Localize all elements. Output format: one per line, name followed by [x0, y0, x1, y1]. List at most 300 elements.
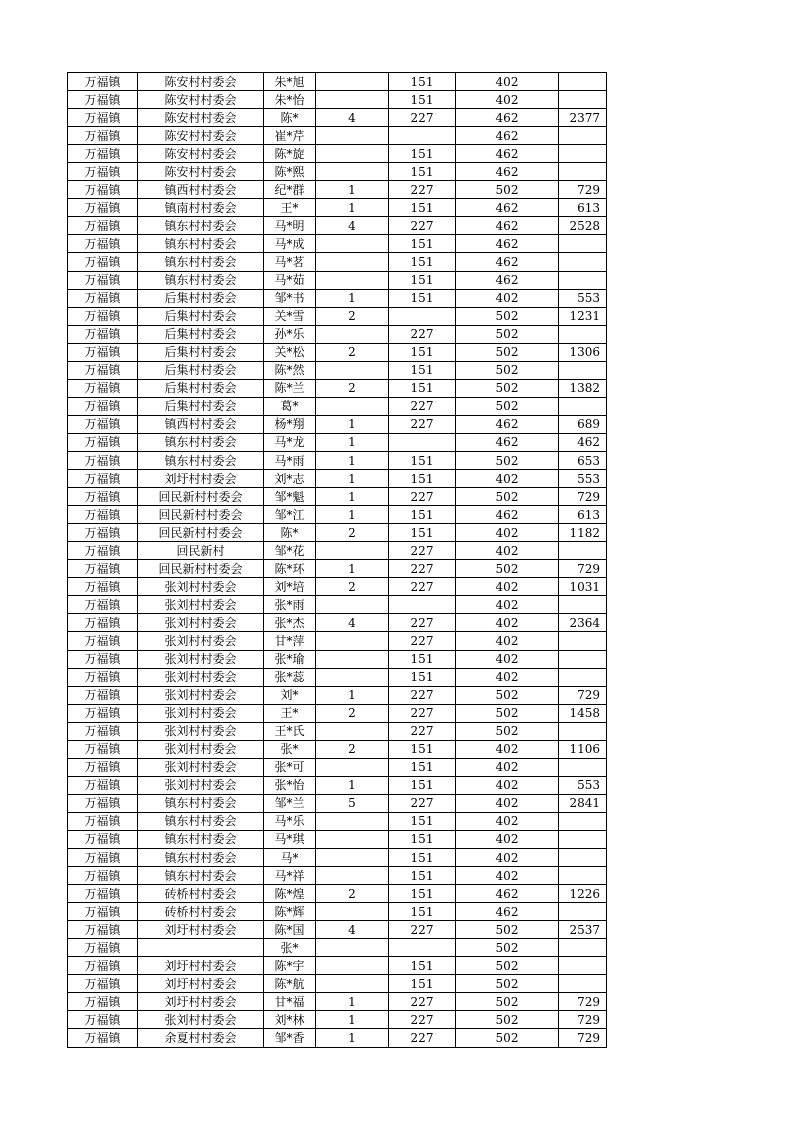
count-cell [316, 73, 389, 91]
name-cell: 马*茗 [264, 253, 316, 271]
amount-b-cell: 402 [456, 849, 559, 867]
count-cell: 1 [316, 451, 389, 469]
amount-b-cell: 502 [456, 939, 559, 957]
amount-b-cell: 462 [456, 415, 559, 433]
name-cell: 张* [264, 740, 316, 758]
name-cell: 陈* [264, 524, 316, 542]
amount-a-cell: 151 [389, 343, 456, 361]
amount-a-cell: 151 [389, 650, 456, 668]
amount-b-cell: 502 [456, 307, 559, 325]
amount-a-cell: 151 [389, 163, 456, 181]
amount-b-cell: 462 [456, 433, 559, 451]
count-cell [316, 271, 389, 289]
count-cell [316, 939, 389, 957]
count-cell: 1 [316, 560, 389, 578]
name-cell: 陈*然 [264, 361, 316, 379]
town-cell: 万福镇 [68, 488, 138, 506]
count-cell: 4 [316, 217, 389, 235]
town-cell: 万福镇 [68, 343, 138, 361]
amount-a-cell: 227 [389, 217, 456, 235]
village-committee-cell: 砖桥村村委会 [138, 885, 264, 903]
amount-b-cell: 502 [456, 975, 559, 993]
count-cell: 4 [316, 109, 389, 127]
count-cell [316, 722, 389, 740]
table-row [68, 127, 607, 145]
count-cell: 1 [316, 415, 389, 433]
count-cell [316, 758, 389, 776]
name-cell: 陈*辉 [264, 903, 316, 921]
village-committee-cell: 陈安村村委会 [138, 91, 264, 109]
amount-a-cell: 227 [389, 181, 456, 199]
table-row [68, 849, 607, 867]
name-cell: 马*琪 [264, 830, 316, 848]
town-cell: 万福镇 [68, 163, 138, 181]
village-committee-cell: 陈安村村委会 [138, 163, 264, 181]
amount-b-cell: 402 [456, 596, 559, 614]
count-cell [316, 235, 389, 253]
total-cell: 2841 [559, 794, 607, 812]
amount-a-cell: 151 [389, 867, 456, 885]
count-cell: 1 [316, 199, 389, 217]
count-cell [316, 253, 389, 271]
name-cell: 杨*翔 [264, 415, 316, 433]
name-cell: 王* [264, 704, 316, 722]
town-cell: 万福镇 [68, 379, 138, 397]
village-committee-cell: 后集村村委会 [138, 325, 264, 343]
village-committee-cell: 镇东村村委会 [138, 794, 264, 812]
name-cell: 刘*志 [264, 470, 316, 488]
town-cell: 万福镇 [68, 596, 138, 614]
town-cell: 万福镇 [68, 361, 138, 379]
amount-b-cell: 462 [456, 163, 559, 181]
amount-b-cell: 402 [456, 830, 559, 848]
count-cell: 2 [316, 307, 389, 325]
name-cell: 关*松 [264, 343, 316, 361]
name-cell: 邹*兰 [264, 794, 316, 812]
name-cell: 马*龙 [264, 433, 316, 451]
amount-b-cell: 402 [456, 289, 559, 307]
amount-a-cell: 151 [389, 776, 456, 794]
amount-a-cell: 151 [389, 830, 456, 848]
count-cell: 1 [316, 776, 389, 794]
table-row [68, 975, 607, 993]
total-cell: 2364 [559, 614, 607, 632]
count-cell: 4 [316, 921, 389, 939]
town-cell: 万福镇 [68, 939, 138, 957]
town-cell: 万福镇 [68, 397, 138, 415]
table-row [68, 524, 607, 542]
amount-a-cell: 227 [389, 704, 456, 722]
amount-a-cell: 151 [389, 975, 456, 993]
amount-b-cell: 502 [456, 451, 559, 469]
amount-a-cell [389, 596, 456, 614]
amount-a-cell: 227 [389, 1011, 456, 1029]
village-committee-cell: 后集村村委会 [138, 343, 264, 361]
village-committee-cell: 刘圩村村委会 [138, 921, 264, 939]
name-cell: 崔*芹 [264, 127, 316, 145]
amount-b-cell: 402 [456, 632, 559, 650]
count-cell: 2 [316, 704, 389, 722]
amount-a-cell: 151 [389, 145, 456, 163]
total-cell: 553 [559, 470, 607, 488]
amount-b-cell: 402 [456, 867, 559, 885]
amount-a-cell [389, 307, 456, 325]
town-cell: 万福镇 [68, 704, 138, 722]
total-cell: 729 [559, 560, 607, 578]
name-cell: 马*成 [264, 235, 316, 253]
total-cell: 1031 [559, 578, 607, 596]
amount-a-cell: 227 [389, 397, 456, 415]
total-cell: 2537 [559, 921, 607, 939]
town-cell: 万福镇 [68, 758, 138, 776]
village-committee-cell: 镇东村村委会 [138, 451, 264, 469]
total-cell [559, 163, 607, 181]
count-cell: 1 [316, 506, 389, 524]
table-row [68, 181, 607, 199]
amount-b-cell: 402 [456, 614, 559, 632]
table-row [68, 73, 607, 91]
town-cell: 万福镇 [68, 524, 138, 542]
name-cell: 甘*福 [264, 993, 316, 1011]
town-cell: 万福镇 [68, 921, 138, 939]
table-row [68, 939, 607, 957]
count-cell [316, 127, 389, 145]
amount-b-cell: 462 [456, 271, 559, 289]
village-committee-cell: 张刘村村委会 [138, 650, 264, 668]
name-cell: 陈*旋 [264, 145, 316, 163]
table-row [68, 343, 607, 361]
amount-a-cell: 227 [389, 614, 456, 632]
town-cell: 万福镇 [68, 325, 138, 343]
amount-a-cell: 151 [389, 199, 456, 217]
town-cell: 万福镇 [68, 885, 138, 903]
count-cell: 1 [316, 181, 389, 199]
name-cell: 陈*兰 [264, 379, 316, 397]
village-committee-cell: 刘圩村村委会 [138, 957, 264, 975]
town-cell: 万福镇 [68, 632, 138, 650]
amount-a-cell: 151 [389, 812, 456, 830]
count-cell: 2 [316, 379, 389, 397]
amount-b-cell: 462 [456, 235, 559, 253]
count-cell: 5 [316, 794, 389, 812]
total-cell [559, 812, 607, 830]
town-cell: 万福镇 [68, 542, 138, 560]
amount-a-cell: 227 [389, 542, 456, 560]
town-cell: 万福镇 [68, 181, 138, 199]
count-cell: 1 [316, 433, 389, 451]
town-cell: 万福镇 [68, 217, 138, 235]
town-cell: 万福镇 [68, 433, 138, 451]
total-cell: 1106 [559, 740, 607, 758]
town-cell: 万福镇 [68, 812, 138, 830]
village-committee-cell: 张刘村村委会 [138, 614, 264, 632]
village-committee-cell: 镇东村村委会 [138, 253, 264, 271]
count-cell: 2 [316, 885, 389, 903]
name-cell: 马*茹 [264, 271, 316, 289]
amount-a-cell: 227 [389, 488, 456, 506]
amount-b-cell: 502 [456, 397, 559, 415]
name-cell: 马*明 [264, 217, 316, 235]
count-cell [316, 145, 389, 163]
table-row [68, 758, 607, 776]
total-cell: 729 [559, 1029, 607, 1047]
count-cell [316, 650, 389, 668]
village-committee-cell: 镇东村村委会 [138, 433, 264, 451]
total-cell: 1226 [559, 885, 607, 903]
total-cell [559, 325, 607, 343]
table-row [68, 451, 607, 469]
village-committee-cell: 张刘村村委会 [138, 632, 264, 650]
name-cell: 朱*旭 [264, 73, 316, 91]
total-cell: 729 [559, 686, 607, 704]
count-cell [316, 668, 389, 686]
name-cell: 刘*培 [264, 578, 316, 596]
name-cell: 邹*香 [264, 1029, 316, 1047]
village-committee-cell: 镇西村村委会 [138, 415, 264, 433]
name-cell: 邹*书 [264, 289, 316, 307]
village-committee-cell: 张刘村村委会 [138, 596, 264, 614]
amount-b-cell: 402 [456, 73, 559, 91]
amount-b-cell: 462 [456, 885, 559, 903]
table-row [68, 957, 607, 975]
village-committee-cell: 回民新村村委会 [138, 506, 264, 524]
amount-a-cell: 151 [389, 885, 456, 903]
count-cell: 1 [316, 1011, 389, 1029]
total-cell [559, 73, 607, 91]
amount-b-cell: 462 [456, 253, 559, 271]
table-row [68, 867, 607, 885]
count-cell [316, 957, 389, 975]
table-row [68, 686, 607, 704]
town-cell: 万福镇 [68, 253, 138, 271]
total-cell: 729 [559, 181, 607, 199]
amount-a-cell: 151 [389, 379, 456, 397]
amount-a-cell: 227 [389, 722, 456, 740]
name-cell: 纪*群 [264, 181, 316, 199]
table-row [68, 578, 607, 596]
town-cell: 万福镇 [68, 415, 138, 433]
village-committee-cell: 张刘村村委会 [138, 740, 264, 758]
amount-b-cell: 502 [456, 722, 559, 740]
town-cell: 万福镇 [68, 614, 138, 632]
name-cell: 刘*林 [264, 1011, 316, 1029]
table-row [68, 921, 607, 939]
village-committee-cell: 后集村村委会 [138, 379, 264, 397]
table-row [68, 1029, 607, 1047]
amount-b-cell: 502 [456, 343, 559, 361]
table-row [68, 596, 607, 614]
village-committee-cell: 张刘村村委会 [138, 668, 264, 686]
table-row [68, 903, 607, 921]
amount-a-cell: 227 [389, 325, 456, 343]
amount-a-cell: 227 [389, 560, 456, 578]
count-cell: 2 [316, 343, 389, 361]
amount-b-cell: 502 [456, 325, 559, 343]
town-cell: 万福镇 [68, 686, 138, 704]
village-committee-cell: 陈安村村委会 [138, 145, 264, 163]
amount-a-cell: 151 [389, 758, 456, 776]
table-row [68, 217, 607, 235]
village-committee-cell [138, 939, 264, 957]
amount-b-cell: 402 [456, 668, 559, 686]
table-row [68, 1011, 607, 1029]
table-row [68, 91, 607, 109]
town-cell: 万福镇 [68, 957, 138, 975]
village-committee-cell: 刘圩村村委会 [138, 975, 264, 993]
town-cell: 万福镇 [68, 271, 138, 289]
amount-b-cell: 462 [456, 506, 559, 524]
amount-b-cell: 502 [456, 1029, 559, 1047]
total-cell: 689 [559, 415, 607, 433]
amount-b-cell: 502 [456, 181, 559, 199]
table-row [68, 397, 607, 415]
village-committee-cell: 后集村村委会 [138, 289, 264, 307]
total-cell [559, 903, 607, 921]
village-committee-cell: 镇东村村委会 [138, 812, 264, 830]
village-committee-cell: 刘圩村村委会 [138, 993, 264, 1011]
table-row [68, 830, 607, 848]
amount-b-cell: 402 [456, 578, 559, 596]
name-cell: 张*蕊 [264, 668, 316, 686]
name-cell: 张* [264, 939, 316, 957]
count-cell: 1 [316, 470, 389, 488]
town-cell: 万福镇 [68, 307, 138, 325]
amount-a-cell: 151 [389, 91, 456, 109]
town-cell: 万福镇 [68, 199, 138, 217]
amount-a-cell: 151 [389, 506, 456, 524]
village-committee-cell: 镇东村村委会 [138, 217, 264, 235]
amount-b-cell: 402 [456, 758, 559, 776]
amount-a-cell: 227 [389, 578, 456, 596]
total-cell [559, 849, 607, 867]
village-committee-cell: 镇东村村委会 [138, 235, 264, 253]
amount-b-cell: 402 [456, 650, 559, 668]
name-cell: 马*乐 [264, 812, 316, 830]
amount-b-cell: 502 [456, 993, 559, 1011]
village-committee-cell: 镇西村村委会 [138, 181, 264, 199]
total-cell [559, 91, 607, 109]
amount-a-cell: 151 [389, 451, 456, 469]
town-cell: 万福镇 [68, 451, 138, 469]
town-cell: 万福镇 [68, 867, 138, 885]
table-row [68, 271, 607, 289]
amount-a-cell: 151 [389, 361, 456, 379]
total-cell: 1306 [559, 343, 607, 361]
total-cell [559, 542, 607, 560]
total-cell [559, 235, 607, 253]
village-committee-cell: 后集村村委会 [138, 397, 264, 415]
total-cell [559, 957, 607, 975]
total-cell [559, 632, 607, 650]
village-committee-cell: 张刘村村委会 [138, 758, 264, 776]
total-cell [559, 830, 607, 848]
total-cell: 729 [559, 1011, 607, 1029]
village-committee-cell: 镇南村村委会 [138, 199, 264, 217]
town-cell: 万福镇 [68, 794, 138, 812]
amount-a-cell: 227 [389, 1029, 456, 1047]
amount-b-cell: 462 [456, 217, 559, 235]
count-cell [316, 163, 389, 181]
village-committee-cell: 镇东村村委会 [138, 271, 264, 289]
town-cell: 万福镇 [68, 650, 138, 668]
total-cell [559, 722, 607, 740]
table-row [68, 632, 607, 650]
amount-b-cell: 402 [456, 524, 559, 542]
count-cell [316, 849, 389, 867]
village-committee-cell: 回民新村村委会 [138, 524, 264, 542]
village-committee-cell: 刘圩村村委会 [138, 470, 264, 488]
total-cell [559, 361, 607, 379]
name-cell: 张*瑜 [264, 650, 316, 668]
village-committee-cell: 余夏村村委会 [138, 1029, 264, 1047]
town-cell: 万福镇 [68, 127, 138, 145]
count-cell: 2 [316, 524, 389, 542]
village-committee-cell: 镇东村村委会 [138, 830, 264, 848]
town-cell: 万福镇 [68, 506, 138, 524]
town-cell: 万福镇 [68, 91, 138, 109]
table-row [68, 379, 607, 397]
name-cell: 张*怡 [264, 776, 316, 794]
total-cell [559, 271, 607, 289]
table-row [68, 885, 607, 903]
town-cell: 万福镇 [68, 560, 138, 578]
table-row [68, 235, 607, 253]
village-committee-cell: 后集村村委会 [138, 307, 264, 325]
total-cell [559, 867, 607, 885]
total-cell: 2377 [559, 109, 607, 127]
total-cell: 613 [559, 506, 607, 524]
town-cell: 万福镇 [68, 578, 138, 596]
name-cell: 葛* [264, 397, 316, 415]
town-cell: 万福镇 [68, 109, 138, 127]
town-cell: 万福镇 [68, 722, 138, 740]
count-cell [316, 812, 389, 830]
town-cell: 万福镇 [68, 145, 138, 163]
amount-a-cell: 151 [389, 524, 456, 542]
village-committee-cell: 张刘村村委会 [138, 686, 264, 704]
name-cell: 陈*航 [264, 975, 316, 993]
table-row [68, 740, 607, 758]
name-cell: 陈*国 [264, 921, 316, 939]
count-cell [316, 975, 389, 993]
amount-b-cell: 502 [456, 957, 559, 975]
name-cell: 陈*熙 [264, 163, 316, 181]
count-cell [316, 830, 389, 848]
table-row [68, 542, 607, 560]
total-cell: 653 [559, 451, 607, 469]
total-cell [559, 596, 607, 614]
amount-a-cell: 227 [389, 686, 456, 704]
table-row [68, 704, 607, 722]
count-cell [316, 397, 389, 415]
table-row [68, 307, 607, 325]
count-cell: 4 [316, 614, 389, 632]
name-cell: 马*祥 [264, 867, 316, 885]
count-cell: 1 [316, 686, 389, 704]
amount-b-cell: 402 [456, 776, 559, 794]
village-committee-cell: 张刘村村委会 [138, 722, 264, 740]
amount-b-cell: 462 [456, 199, 559, 217]
village-committee-cell: 张刘村村委会 [138, 578, 264, 596]
amount-b-cell: 502 [456, 560, 559, 578]
amount-b-cell: 402 [456, 740, 559, 758]
name-cell: 孙*乐 [264, 325, 316, 343]
name-cell: 关*雪 [264, 307, 316, 325]
count-cell [316, 91, 389, 109]
town-cell: 万福镇 [68, 1029, 138, 1047]
amount-b-cell: 462 [456, 127, 559, 145]
count-cell [316, 903, 389, 921]
